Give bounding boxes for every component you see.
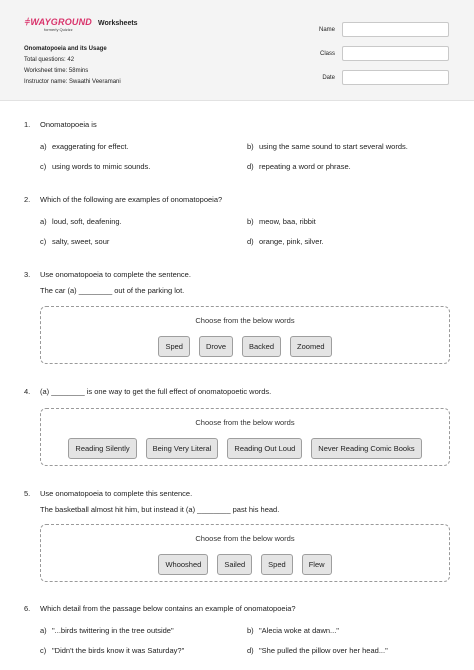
question-1 (24, 120, 454, 171)
question-stem: Use onomatopoeia to complete this sentence. (40, 489, 193, 498)
word-chip-drove[interactable]: Drove (199, 336, 233, 357)
question-number: 1. (24, 120, 31, 129)
question-4 (24, 387, 454, 396)
word-chip-sped[interactable]: Sped (261, 554, 293, 575)
question-2 (24, 195, 454, 246)
word-chip-never-reading-comic-books[interactable]: Never Reading Comic Books (311, 438, 421, 459)
option-text: using words to mimic sounds. (52, 162, 151, 171)
word-bank-q4 (40, 408, 450, 466)
option-c[interactable]: c) using words to mimic sounds. (40, 162, 151, 171)
option-text: exaggerating for effect. (52, 142, 129, 151)
options-grid (40, 626, 454, 655)
option-b[interactable]: b) using the same sound to start several words. (247, 142, 408, 151)
section-title: Worksheets (98, 20, 138, 27)
option-d[interactable]: d) repeating a word or phrase. (247, 162, 351, 171)
date-input[interactable] (342, 70, 449, 85)
question-stem: Onomatopoeia is (40, 120, 97, 129)
option-text: "...birds twittering in the tree outside" (52, 626, 174, 635)
word-bank-q5 (40, 524, 450, 582)
question-number: 3. (24, 270, 31, 279)
brand-subtitle: formerly Quizizz (44, 27, 73, 32)
option-d[interactable]: d) orange, pink, silver. (247, 237, 324, 246)
option-text: "She pulled the pillow over her head..." (259, 646, 388, 655)
option-text: meow, baa, ribbit (259, 217, 316, 226)
option-b[interactable]: b) meow, baa, ribbit (247, 217, 316, 226)
option-text: using the same sound to start several words. (259, 142, 408, 151)
fill-in-sentence: The basketball almost hit him, but instead it (a) ________ past his head. (40, 505, 280, 514)
word-bank-chips (41, 336, 449, 357)
option-b[interactable]: b) "Alecia woke at dawn..." (247, 626, 339, 635)
options-grid (40, 142, 454, 171)
word-bank-title: Choose from the below words (195, 316, 295, 325)
word-bank-title: Choose from the below words (195, 418, 295, 427)
option-text: salty, sweet, sour (52, 237, 110, 246)
option-a[interactable]: a) loud, soft, deafening. (40, 217, 122, 226)
option-text: orange, pink, silver. (259, 237, 324, 246)
word-chip-backed[interactable]: Backed (242, 336, 281, 357)
date-field-row (305, 70, 449, 85)
total-questions: Total questions: 42 (24, 57, 75, 63)
worksheet-meta (24, 44, 121, 88)
word-bank-chips (41, 438, 449, 459)
question-5 (24, 489, 454, 514)
question-3 (24, 270, 454, 295)
instructor-name: Instructor name: Swaathi Veeramani (24, 79, 121, 85)
wayground-logo-icon: ⫩ (24, 17, 30, 27)
option-c[interactable]: c) "Didn't the birds know it was Saturday?" (40, 646, 185, 655)
question-stem: Which detail from the passage below contains an example of onomatopoeia? (40, 604, 296, 613)
name-input[interactable] (342, 22, 449, 37)
worksheet-title: Onomatopoeia and its Usage (24, 46, 107, 52)
question-number: 2. (24, 195, 31, 204)
question-stem: Which of the following are examples of onomatopoeia? (40, 195, 223, 204)
word-chip-whooshed[interactable]: Whooshed (158, 554, 208, 575)
question-6 (24, 604, 454, 655)
class-input[interactable] (342, 46, 449, 61)
brand-logo (24, 17, 138, 33)
worksheet-header (0, 0, 474, 101)
option-text: "Didn't the birds know it was Saturday?" (52, 646, 185, 655)
word-bank-title: Choose from the below words (195, 534, 295, 543)
question-number: 6. (24, 604, 31, 613)
word-chip-being-very-literal[interactable]: Being Very Literal (146, 438, 219, 459)
name-field-row (305, 22, 449, 37)
class-label: Class (319, 50, 335, 57)
option-text: loud, soft, deafening. (52, 217, 122, 226)
question-stem: (a) ________ is one way to get the full effect of onomatopoetic words. (40, 387, 272, 396)
option-a[interactable]: a) exaggerating for effect. (40, 142, 129, 151)
option-a[interactable]: a) "...birds twittering in the tree outside" (40, 626, 174, 635)
word-chip-reading-out-loud[interactable]: Reading Out Loud (227, 438, 302, 459)
word-chip-reading-silently[interactable]: Reading Silently (68, 438, 136, 459)
class-field-row (305, 46, 449, 61)
word-bank-q3 (40, 306, 450, 364)
word-chip-zoomed[interactable]: Zoomed (290, 336, 332, 357)
worksheet-time: Worksheet time: 58mins (24, 68, 89, 74)
question-number: 4. (24, 387, 31, 396)
options-grid (40, 217, 454, 246)
word-bank-chips (41, 554, 449, 575)
date-label: Date (322, 74, 335, 81)
word-chip-sped[interactable]: Sped (158, 336, 190, 357)
word-chip-flew[interactable]: Flew (302, 554, 332, 575)
brand-name: WAYGROUND (30, 17, 93, 27)
question-number: 5. (24, 489, 31, 498)
word-chip-sailed[interactable]: Sailed (217, 554, 252, 575)
option-c[interactable]: c) salty, sweet, sour (40, 237, 110, 246)
name-label: Name (318, 26, 335, 33)
option-text: repeating a word or phrase. (259, 162, 351, 171)
question-stem: Use onomatopoeia to complete the sentence. (40, 270, 191, 279)
fill-in-sentence: The car (a) ________ out of the parking lot. (40, 286, 185, 295)
option-text: "Alecia woke at dawn..." (259, 626, 339, 635)
option-d[interactable]: d) "She pulled the pillow over her head..." (247, 646, 388, 655)
